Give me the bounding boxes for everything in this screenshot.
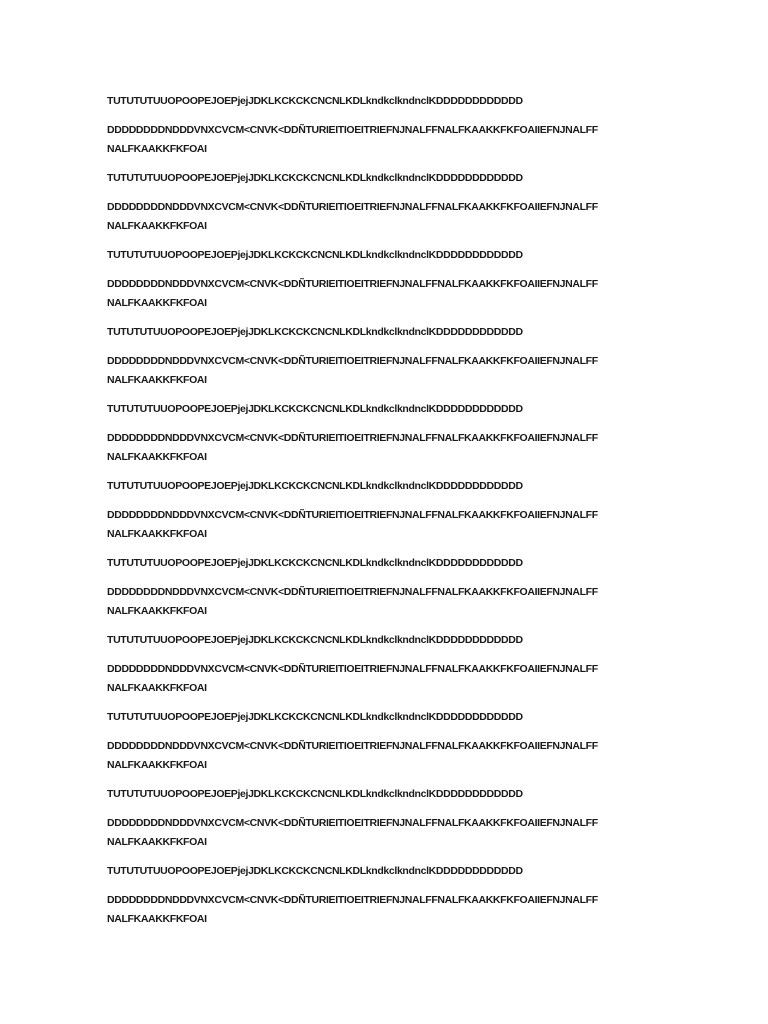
paragraph-short: TUTUTUTUUOPOOPEJOEPjejJDKLKCKCKCNCNLKDLkndkclkndnclKDDDDDDDDDDDD	[107, 557, 523, 569]
paragraph-long: DDDDDDDDNDDDVNXCVCM<CNVK<DDÑTURIEITIOEITRIEFNJNALFFNALFKAAKKFKFOAIIEFNJNALFF NALFKAAKKFKFOAI	[107, 740, 598, 771]
paragraph-short: TUTUTUTUUOPOOPEJOEPjejJDKLKCKCKCNCNLKDLkndkclkndnclKDDDDDDDDDDDD	[107, 865, 523, 877]
document-body	[107, 92, 667, 939]
paragraph-long: DDDDDDDDNDDDVNXCVCM<CNVK<DDÑTURIEITIOEITRIEFNJNALFFNALFKAAKKFKFOAIIEFNJNALFF NALFKAAKKFKFOAI	[107, 355, 598, 386]
paragraph-long: DDDDDDDDNDDDVNXCVCM<CNVK<DDÑTURIEITIOEITRIEFNJNALFFNALFKAAKKFKFOAIIEFNJNALFF NALFKAAKKFKFOAI	[107, 817, 598, 848]
paragraph-short: TUTUTUTUUOPOOPEJOEPjejJDKLKCKCKCNCNLKDLkndkclkndnclKDDDDDDDDDDDD	[107, 95, 523, 107]
paragraph-short: TUTUTUTUUOPOOPEJOEPjejJDKLKCKCKCNCNLKDLkndkclkndnclKDDDDDDDDDDDD	[107, 634, 523, 646]
paragraph-short: TUTUTUTUUOPOOPEJOEPjejJDKLKCKCKCNCNLKDLkndkclkndnclKDDDDDDDDDDDD	[107, 711, 523, 723]
paragraph-long: DDDDDDDDNDDDVNXCVCM<CNVK<DDÑTURIEITIOEITRIEFNJNALFFNALFKAAKKFKFOAIIEFNJNALFF NALFKAAKKFKFOAI	[107, 124, 598, 155]
paragraph-short: TUTUTUTUUOPOOPEJOEPjejJDKLKCKCKCNCNLKDLkndkclkndnclKDDDDDDDDDDDD	[107, 403, 523, 415]
paragraph-short: TUTUTUTUUOPOOPEJOEPjejJDKLKCKCKCNCNLKDLkndkclkndnclKDDDDDDDDDDDD	[107, 480, 523, 492]
paragraph-long: DDDDDDDDNDDDVNXCVCM<CNVK<DDÑTURIEITIOEITRIEFNJNALFFNALFKAAKKFKFOAIIEFNJNALFF NALFKAAKKFKFOAI	[107, 509, 598, 540]
paragraph-long: DDDDDDDDNDDDVNXCVCM<CNVK<DDÑTURIEITIOEITRIEFNJNALFFNALFKAAKKFKFOAIIEFNJNALFF NALFKAAKKFKFOAI	[107, 201, 598, 232]
paragraph-long: DDDDDDDDNDDDVNXCVCM<CNVK<DDÑTURIEITIOEITRIEFNJNALFFNALFKAAKKFKFOAIIEFNJNALFF NALFKAAKKFKFOAI	[107, 432, 598, 463]
paragraph-short: TUTUTUTUUOPOOPEJOEPjejJDKLKCKCKCNCNLKDLkndkclkndnclKDDDDDDDDDDDD	[107, 172, 523, 184]
paragraph-short: TUTUTUTUUOPOOPEJOEPjejJDKLKCKCKCNCNLKDLkndkclkndnclKDDDDDDDDDDDD	[107, 788, 523, 800]
paragraph-long: DDDDDDDDNDDDVNXCVCM<CNVK<DDÑTURIEITIOEITRIEFNJNALFFNALFKAAKKFKFOAIIEFNJNALFF NALFKAAKKFKFOAI	[107, 663, 598, 694]
paragraph-short: TUTUTUTUUOPOOPEJOEPjejJDKLKCKCKCNCNLKDLkndkclkndnclKDDDDDDDDDDDD	[107, 249, 523, 261]
paragraph-long: DDDDDDDDNDDDVNXCVCM<CNVK<DDÑTURIEITIOEITRIEFNJNALFFNALFKAAKKFKFOAIIEFNJNALFF NALFKAAKKFKFOAI	[107, 278, 598, 309]
paragraph-long: DDDDDDDDNDDDVNXCVCM<CNVK<DDÑTURIEITIOEITRIEFNJNALFFNALFKAAKKFKFOAIIEFNJNALFF NALFKAAKKFKFOAI	[107, 894, 598, 925]
paragraph-long: DDDDDDDDNDDDVNXCVCM<CNVK<DDÑTURIEITIOEITRIEFNJNALFFNALFKAAKKFKFOAIIEFNJNALFF NALFKAAKKFKFOAI	[107, 586, 598, 617]
paragraph-short: TUTUTUTUUOPOOPEJOEPjejJDKLKCKCKCNCNLKDLkndkclkndnclKDDDDDDDDDDDD	[107, 326, 523, 338]
